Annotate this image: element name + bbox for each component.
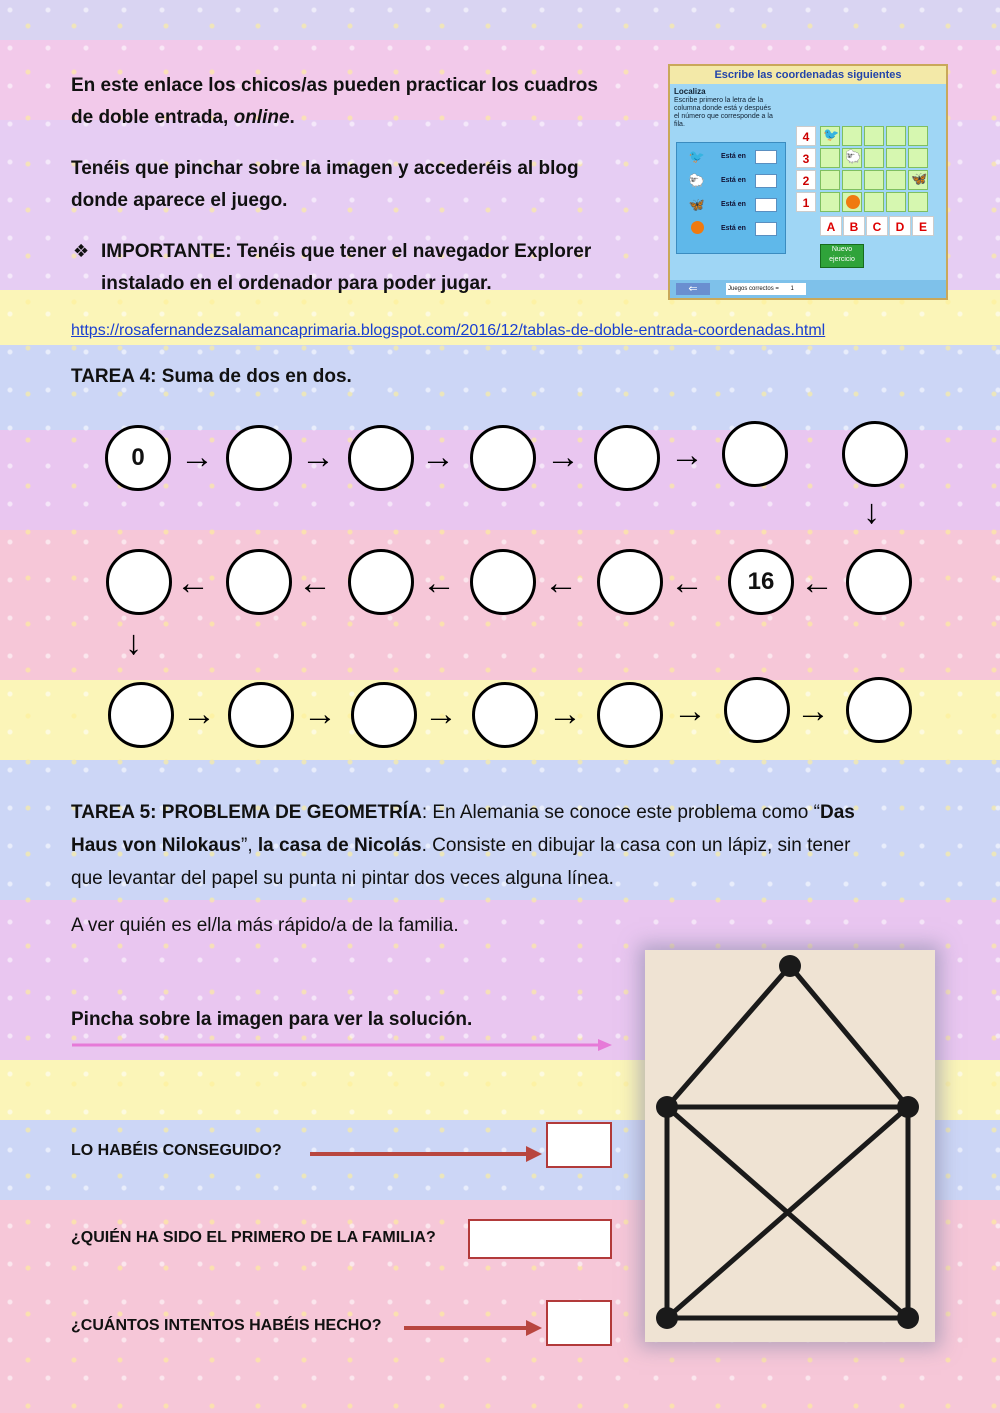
col-label-a: A	[820, 216, 842, 236]
question-3: ¿CUÁNTOS INTENTOS HABÉIS HECHO?	[71, 1317, 382, 1334]
circle-r3-3[interactable]	[351, 682, 417, 748]
new-exercise-button[interactable]: Nuevo ejercicio	[820, 244, 864, 268]
col-label-c: C	[866, 216, 888, 236]
circle-r2-3[interactable]	[597, 549, 663, 615]
house-image[interactable]	[645, 950, 935, 1342]
bird-icon: 🐦	[688, 149, 706, 164]
grid-bird-icon: 🐦	[823, 127, 840, 142]
arrow-right-icon: →	[670, 436, 704, 474]
intro-line-2: de doble entrada, online.	[71, 107, 295, 128]
arrow-left-icon: ←	[800, 564, 834, 602]
circle-r1-3[interactable]	[348, 425, 414, 491]
arrow-right-icon: →	[180, 438, 214, 476]
tarea4-title: TAREA 4: Suma de dos en dos.	[71, 366, 352, 387]
circle-r3-4[interactable]	[472, 682, 538, 748]
arrow-right-icon: →	[673, 692, 707, 730]
sheep-icon: 🐑	[688, 173, 706, 188]
bullet-icon: ❖	[73, 241, 90, 262]
game-panel	[670, 84, 946, 280]
localiza-label: Localiza	[674, 87, 706, 96]
game-thumbnail[interactable]	[668, 64, 948, 300]
arrow-right-icon: →	[421, 438, 455, 476]
circle-r2-6[interactable]	[226, 549, 292, 615]
circle-r3-2[interactable]	[228, 682, 294, 748]
arrow-right-icon: →	[796, 692, 830, 730]
esta-label-2: Está en	[721, 177, 746, 184]
circle-r1-1: 0	[105, 425, 171, 491]
tarea5-paragraph: TAREA 5: PROBLEMA DE GEOMETRÍA: En Alemania se conoce este problema como “Das Haus von Nilokaus”, la casa de Nicolás. Consiste en dibujar la casa con un lápiz, sin tener que levantar del papel su punta ni pintar dos veces alguna línea.	[71, 802, 855, 889]
circle-r3-5[interactable]	[597, 682, 663, 748]
arrow-left-icon: ←	[422, 564, 456, 602]
answer-input-3[interactable]	[755, 198, 777, 212]
circle-r2-2: 16	[728, 549, 794, 615]
important-line-1: IMPORTANTE: Tenéis que tener el navegador Explorer	[101, 241, 592, 262]
row-label-1: 1	[796, 192, 816, 212]
col-label-b: B	[843, 216, 865, 236]
col-label-d: D	[889, 216, 911, 236]
arrow-left-icon: ←	[298, 564, 332, 602]
arrow-right-icon: →	[546, 438, 580, 476]
game-title: Escribe las coordenadas siguientes	[670, 66, 946, 84]
arrow-down-icon: ↓	[863, 493, 880, 531]
circle-r1-7[interactable]	[842, 421, 908, 487]
circle-r1-5[interactable]	[594, 425, 660, 491]
butterfly-icon: 🦋	[688, 197, 706, 212]
answer-panel	[676, 142, 786, 254]
answer-input-2[interactable]	[755, 174, 777, 188]
col-label-e: E	[912, 216, 934, 236]
row-label-3: 3	[796, 148, 816, 168]
intro-line-3: Tenéis que pinchar sobre la imagen y accederéis al blog	[71, 158, 579, 179]
esta-label-1: Está en	[721, 153, 746, 160]
house-drawing	[645, 950, 935, 1342]
pink-arrow-icon	[70, 1035, 615, 1055]
circle-r2-4[interactable]	[470, 549, 536, 615]
arrow-left-icon: ←	[670, 564, 704, 602]
circle-r3-1[interactable]	[108, 682, 174, 748]
grid-sheep-icon: 🐑	[845, 149, 862, 164]
circle-r3-7[interactable]	[846, 677, 912, 743]
circle-r2-1[interactable]	[846, 549, 912, 615]
arrow-right-icon: →	[301, 438, 335, 476]
important-line-2: instalado en el ordenador para poder jugar.	[101, 273, 492, 294]
important-note	[71, 236, 651, 300]
circle-r3-6[interactable]	[724, 677, 790, 743]
intro-line-1: En este enlace los chicos/as pueden practicar los cuadros	[71, 75, 598, 96]
row-label-4: 4	[796, 126, 816, 146]
arrow-left-icon: ←	[544, 564, 578, 602]
game-footer	[670, 280, 946, 298]
circle-r1-2[interactable]	[226, 425, 292, 491]
circle-r2-5[interactable]	[348, 549, 414, 615]
circle-r1-4[interactable]	[470, 425, 536, 491]
answer-box-2[interactable]	[468, 1219, 612, 1259]
red-arrow-icon	[402, 1318, 544, 1338]
arrow-right-icon: →	[182, 695, 216, 733]
ball-icon	[687, 221, 707, 237]
circle-r1-6[interactable]	[722, 421, 788, 487]
who-text: A ver quién es el/la más rápido/a de la familia.	[71, 915, 459, 936]
blog-link[interactable]: https://rosafernandezsalamancaprimaria.blogspot.com/2016/12/tablas-de-doble-entrada-coordenadas.html	[71, 322, 826, 339]
intro-text	[71, 70, 651, 300]
esta-label-3: Está en	[721, 201, 746, 208]
answer-input-4[interactable]	[755, 222, 777, 236]
grid-butterfly-icon: 🦋	[911, 171, 928, 186]
arrow-right-icon: →	[548, 695, 582, 733]
arrow-right-icon: →	[303, 695, 337, 733]
arrow-down-icon: ↓	[125, 624, 142, 662]
correct-counter: Juegos correctos = 1	[726, 283, 806, 295]
red-arrow-icon	[308, 1144, 544, 1164]
back-arrow-icon[interactable]: ⇐	[676, 283, 710, 295]
arrow-right-icon: →	[424, 695, 458, 733]
answer-input-1[interactable]	[755, 150, 777, 164]
esta-label-4: Está en	[721, 225, 746, 232]
game-instructions: Escribe primero la letra de la columna donde está y después el número que corresponde a la fila.	[674, 97, 773, 128]
answer-box-1[interactable]	[546, 1122, 612, 1168]
circle-r2-7[interactable]	[106, 549, 172, 615]
intro-line-4: donde aparece el juego.	[71, 190, 288, 211]
grid-ball-icon	[846, 195, 860, 209]
click-solution-text: Pincha sobre la imagen para ver la solución.	[71, 1009, 473, 1030]
online-word: online	[233, 107, 290, 128]
question-2: ¿QUIÉN HA SIDO EL PRIMERO DE LA FAMILIA?	[71, 1229, 436, 1246]
arrow-left-icon: ←	[176, 564, 210, 602]
answer-box-3[interactable]	[546, 1300, 612, 1346]
row-label-2: 2	[796, 170, 816, 190]
question-1: LO HABÉIS CONSEGUIDO?	[71, 1142, 282, 1159]
tarea5-title: TAREA 5: PROBLEMA DE GEOMETRÍA	[71, 802, 422, 823]
